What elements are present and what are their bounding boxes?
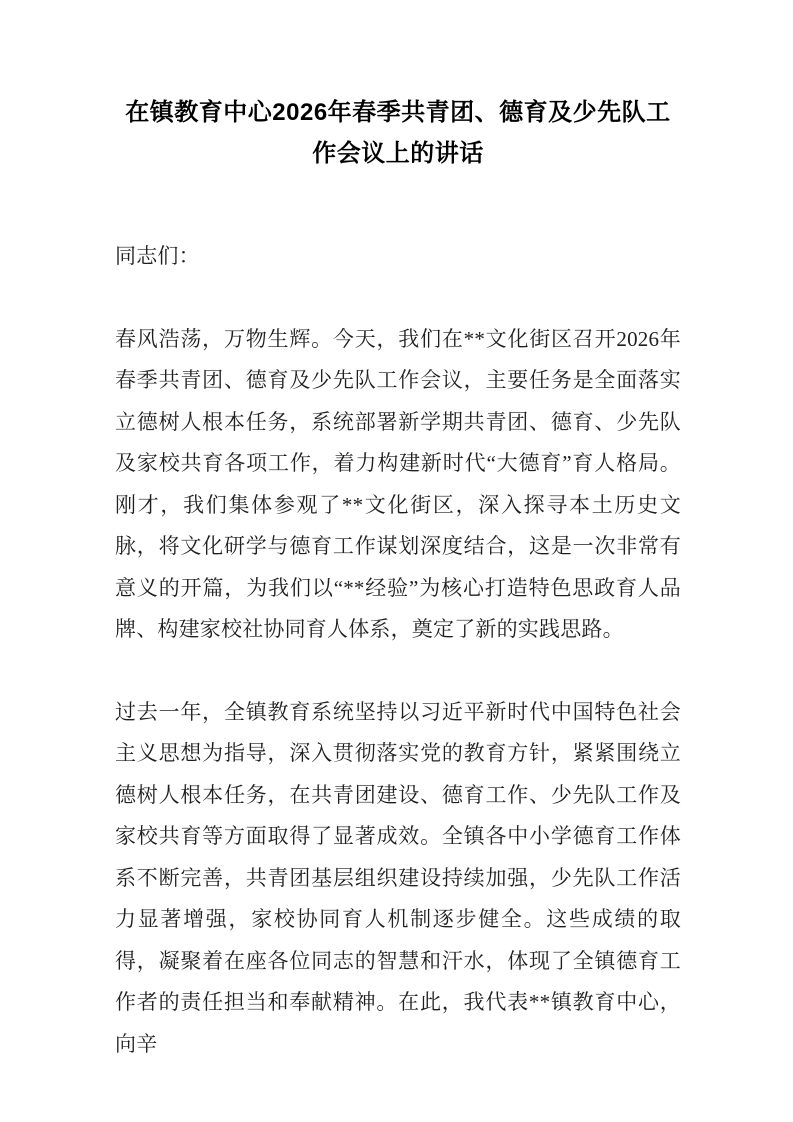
document-title: 在镇教育中心2026年春季共青团、德育及少先队工作会议上的讲话: [125, 99, 671, 167]
salutation: 同志们：: [115, 244, 200, 268]
paragraph-1: 春风浩荡，万物生辉。今天，我们在**文化街区召开2026年春季共青团、德育及少先队工作会议，主要任务是全面落实立德树人根本任务，系统部署新学期共青团、德育、少先队及家校共育各项工作，着力构建新时代“大德育”育人格局。刚才，我们集体参观了**文化街区，深入探寻本土历史文脉，将文化研学与德育工作谋划深度结合，这是一次非常有意义的开篇，为我们以“**经验”为核心打造特色思政育人品牌、构建家校社协同育人体系，奠定了新的实践思路。: [115, 326, 681, 641]
document-body: [115, 0, 681, 1065]
paragraph-2: 过去一年，全镇教育系统坚持以习近平新时代中国特色社会主义思想为指导，深入贯彻落实党的教育方针，紧紧围绕立德树人根本任务，在共青团建设、德育工作、少先队工作及家校共育等方面取得了显著成效。全镇各中小学德育工作体系不断完善，共青团基层组织建设持续加强，少先队工作活力显著增强，家校协同育人机制逐步健全。这些成绩的取得，凝聚着在座各位同志的智慧和汗水，体现了全镇德育工作者的责任担当和奉献精神。在此，我代表**镇教育中心，向辛: [115, 699, 681, 1056]
